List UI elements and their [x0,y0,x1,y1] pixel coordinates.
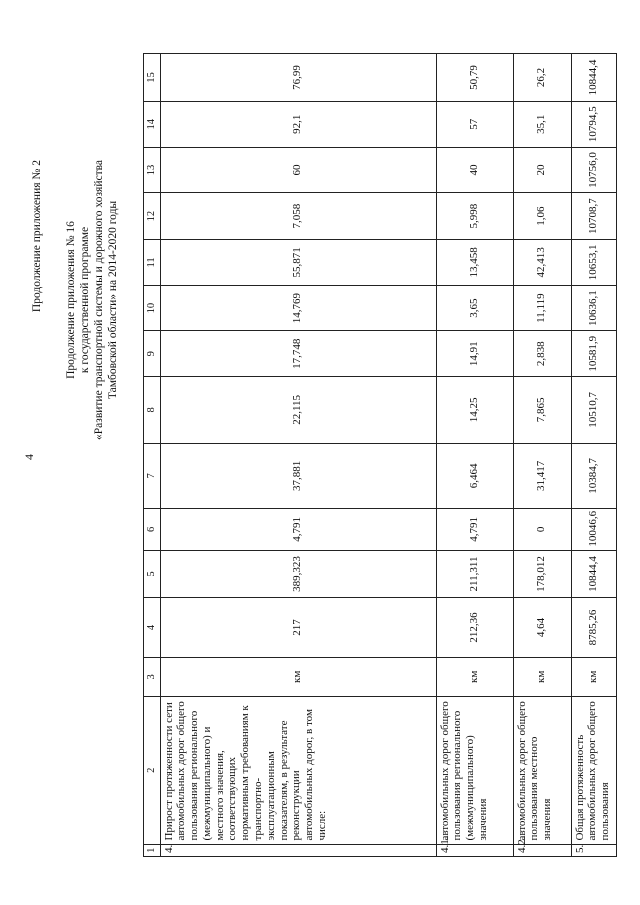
column-header: 13 [144,147,161,193]
column-header: 11 [144,240,161,286]
column-header: 6 [144,509,161,551]
header-line: Тамбовской области» на 2014-2020 годы [107,200,119,400]
cell-value: 4,791 [160,509,436,551]
cell-value: 57 [436,101,513,147]
row-name: Прирост протяженности сети автомобильных дорог общего пользования регионального (межмуниципального) и местного значения, соответствующих нормативным требованиям к транспортно-эксплуатационным показателям, в результате реконструкции автомобильных дорог, в том числе: [160,697,436,845]
cell-value: 178,012 [513,550,571,598]
row-name: Общая протяженность автомобильных дорог общего пользования [571,697,616,845]
cell-value: 1,06 [513,193,571,240]
cell-value: 20 [513,147,571,193]
cell-value: 0 [513,509,571,551]
row-unit: км [436,657,513,696]
cell-value: 10384,7 [571,443,616,508]
cell-value: 76,99 [160,54,436,102]
cell-value: 211,311 [436,550,513,598]
column-header: 8 [144,377,161,443]
cell-value: 10708,7 [571,193,616,240]
header-continuation-16 [64,160,120,440]
cell-value: 42,413 [513,240,571,286]
row-name: автомобильных дорог общего пользования местного значения [513,697,571,845]
table-row [513,54,571,857]
cell-value: 13,458 [436,240,513,286]
row-number: 4. [160,844,436,856]
header-continuation-2: Продолжение приложения № 2 [31,160,43,313]
header-line: «Развитие транспортной системы и дорожного хозяйства [93,160,105,440]
cell-value: 17,748 [160,331,436,377]
row-name: автомобильных дорог общего пользования регионального (межмуниципального) значения [436,697,513,845]
cell-value: 217 [160,598,436,657]
cell-value: 11,119 [513,285,571,331]
table-row [436,54,513,857]
cell-value: 10794,5 [571,101,616,147]
cell-value: 2,838 [513,331,571,377]
column-header: 14 [144,101,161,147]
column-header: 5 [144,550,161,598]
column-header: 3 [144,657,161,696]
cell-value: 22,115 [160,377,436,443]
cell-value: 92,1 [160,101,436,147]
cell-value: 7,058 [160,193,436,240]
cell-value: 60 [160,147,436,193]
cell-value: 35,1 [513,101,571,147]
cell-value: 14,769 [160,285,436,331]
cell-value: 10844,4 [571,550,616,598]
cell-value: 389,323 [160,550,436,598]
column-header: 4 [144,598,161,657]
cell-value: 3,65 [436,285,513,331]
cell-value: 31,417 [513,443,571,508]
cell-value: 10756,0 [571,147,616,193]
cell-value: 14,25 [436,377,513,443]
cell-value: 50,79 [436,54,513,102]
row-number: 4.1. [436,844,513,856]
cell-value: 37,881 [160,443,436,508]
header-line: к государственной программе [79,226,91,374]
cell-value: 10510,7 [571,377,616,443]
cell-value: 212,36 [436,598,513,657]
cell-value: 26,2 [513,54,571,102]
column-header: 1 [144,844,161,856]
row-number: 4.2. [513,844,571,856]
column-header: 10 [144,285,161,331]
row-number: 5. [571,844,616,856]
cell-value: 10046,6 [571,509,616,551]
cell-value: 5,998 [436,193,513,240]
cell-value: 10636,1 [571,285,616,331]
row-unit: км [160,657,436,696]
header-line: Продолжение приложения № 16 [65,221,77,379]
cell-value: 7,865 [513,377,571,443]
cell-value: 4,791 [436,509,513,551]
column-header: 7 [144,443,161,508]
table-row [571,54,616,857]
cell-value: 10844,4 [571,54,616,102]
cell-value: 14,91 [436,331,513,377]
cell-value: 10581,9 [571,331,616,377]
column-header: 12 [144,193,161,240]
cell-value: 6,464 [436,443,513,508]
page-number: 4 [22,454,36,460]
column-header: 15 [144,54,161,102]
cell-value: 10653,1 [571,240,616,286]
column-header: 2 [144,697,161,845]
cell-value: 55,871 [160,240,436,286]
cell-value: 8785,26 [571,598,616,657]
cell-value: 4,64 [513,598,571,657]
cell-value: 40 [436,147,513,193]
indicators-table [143,53,617,857]
row-unit: км [571,657,616,696]
table-row [160,54,436,857]
column-number-row [144,54,161,857]
row-unit: км [513,657,571,696]
column-header: 9 [144,331,161,377]
